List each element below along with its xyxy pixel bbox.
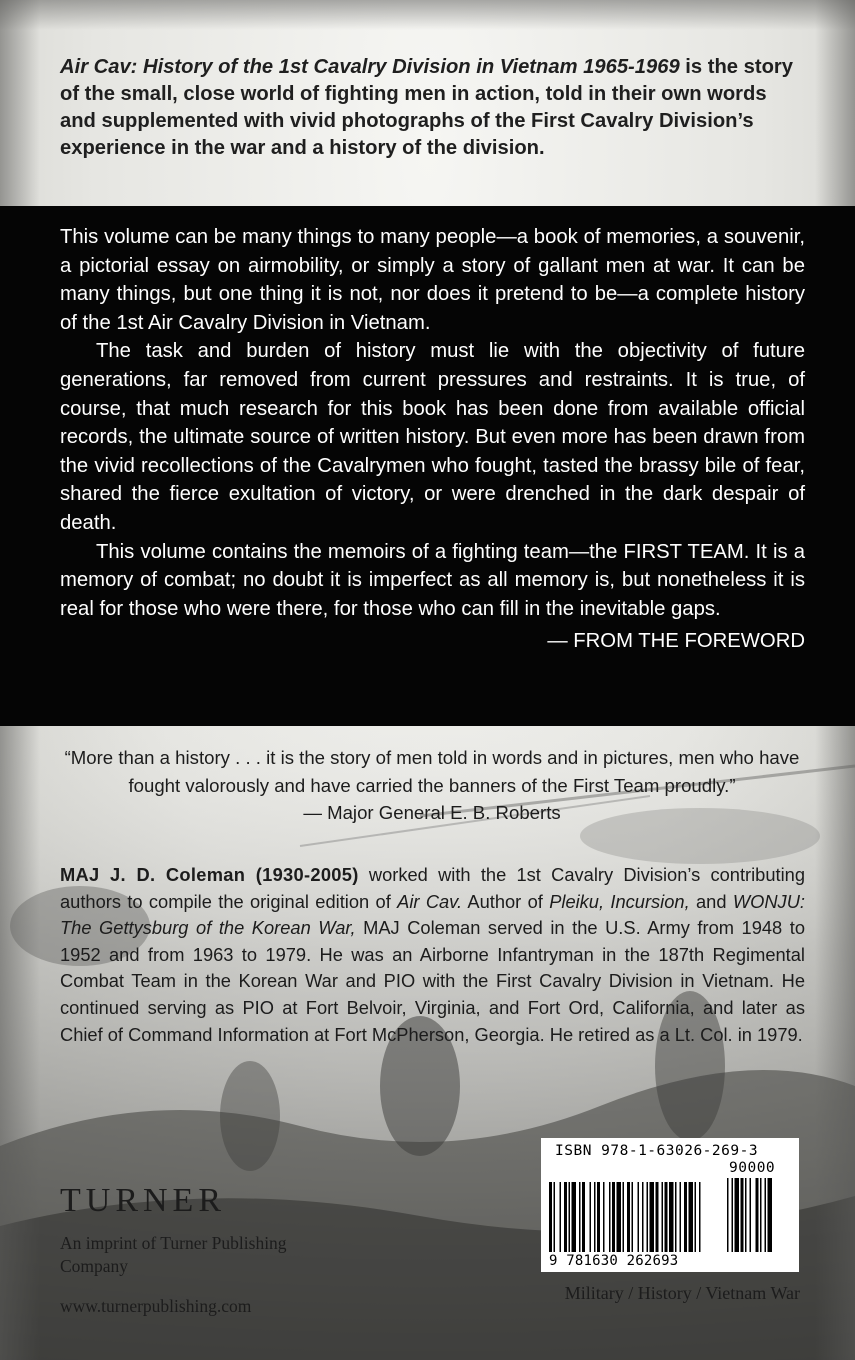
bio-text-2: Author of xyxy=(462,890,550,912)
bio-text-4: MAJ Coleman served in the U.S. Army from 1948 to 1952 and from 1963 to 1979. He was an Airborne Infantryman in the 187th Regimental Combat Team in the Korean War and PIO with the First Cavalry Division in Vietnam. He continued serving as PIO at Fort Belvoir, Virginia, and Fort Ord, California, and later as Chief of Command Information at Fort McPherson, Georgia. He retired as a Lt. Col. in 1979. xyxy=(60,917,805,1045)
isbn-number: ISBN 978-1-63026-269-3 xyxy=(555,1143,759,1159)
intro-blurb xyxy=(60,54,805,162)
worn-edge-top xyxy=(0,0,855,30)
price-code: 90000 xyxy=(729,1160,776,1176)
book-title: Air Cav: History of the 1st Cavalry Division in Vietnam 1965-1969 xyxy=(60,56,680,78)
bio-italic-2: Pleiku, Incursion, xyxy=(549,890,690,912)
imprint-line: An imprint of Turner Publishing Company xyxy=(60,1233,287,1276)
publisher-url: www.turnerpublishing.com xyxy=(60,1296,252,1316)
foreword-paragraph-3: This volume contains the memoirs of a fighting team—the FIRST TEAM. It is a memory of combat; no doubt it is imperfect as all memory is, but nonetheless it is real for those who were there, for those who can fill in the inevitable gaps. xyxy=(60,540,805,620)
author-bio xyxy=(60,862,805,1048)
foreword-paragraph-2: The task and burden of history must lie with the objectivity of future generations, far removed from current pressures and restraints. It is true, of course, that much research for this book has been done from available official records, the ultimate source of written history. But even more has been drawn from the vivid recollections of the Cavalrymen who fought, tasted the brassy bile of fear, shared the fierce exultation of victory, or were drenched in the dark despair of death. xyxy=(60,340,805,534)
barcode-digits: 9 781630 262693 xyxy=(549,1253,679,1269)
endorsement-quote xyxy=(52,744,812,827)
bio-text-1: worked with the 1st Cavalry Division’s contributing authors to compile the original edition of xyxy=(60,864,805,912)
turner-logo: TURNER xyxy=(60,1182,226,1219)
intro-text: is the story of the small, close world of fighting men in action, told in their own words and supplemented with vivid photographs of the First Cavalry Division’s experience in the war and a history of the division. xyxy=(60,56,794,159)
foreword-paragraph-1: This volume can be many things to many people—a book of memories, a souvenir, a pictorial essay on airmobility, or simply a story of gallant men at war. It can be many things, but one thing it is not, nor does it pretend to be—a complete history of the 1st Air Cavalry Division in Vietnam. xyxy=(60,226,805,334)
bio-italic-3: WONJU: The Gettysburg of the Korean War, xyxy=(60,890,805,939)
bio-italic-1: Air Cav. xyxy=(397,890,463,912)
bio-text-3: and xyxy=(689,890,733,912)
foreword-excerpt xyxy=(60,223,805,656)
quote-text: “More than a history . . . it is the story of men told in words and in pictures, men who have fought valorously and have carried the banners of the First Team proudly.” xyxy=(64,747,800,796)
foreword-attribution: — FROM THE FOREWORD xyxy=(547,630,805,653)
isbn-barcode xyxy=(541,1138,799,1272)
quote-attribution: — Major General E. B. Roberts xyxy=(303,802,561,823)
publisher-block xyxy=(60,1182,350,1317)
category-label: Military / History / Vietnam War xyxy=(564,1283,800,1303)
author-name: MAJ J. D. Coleman (1930-2005) xyxy=(60,864,359,885)
